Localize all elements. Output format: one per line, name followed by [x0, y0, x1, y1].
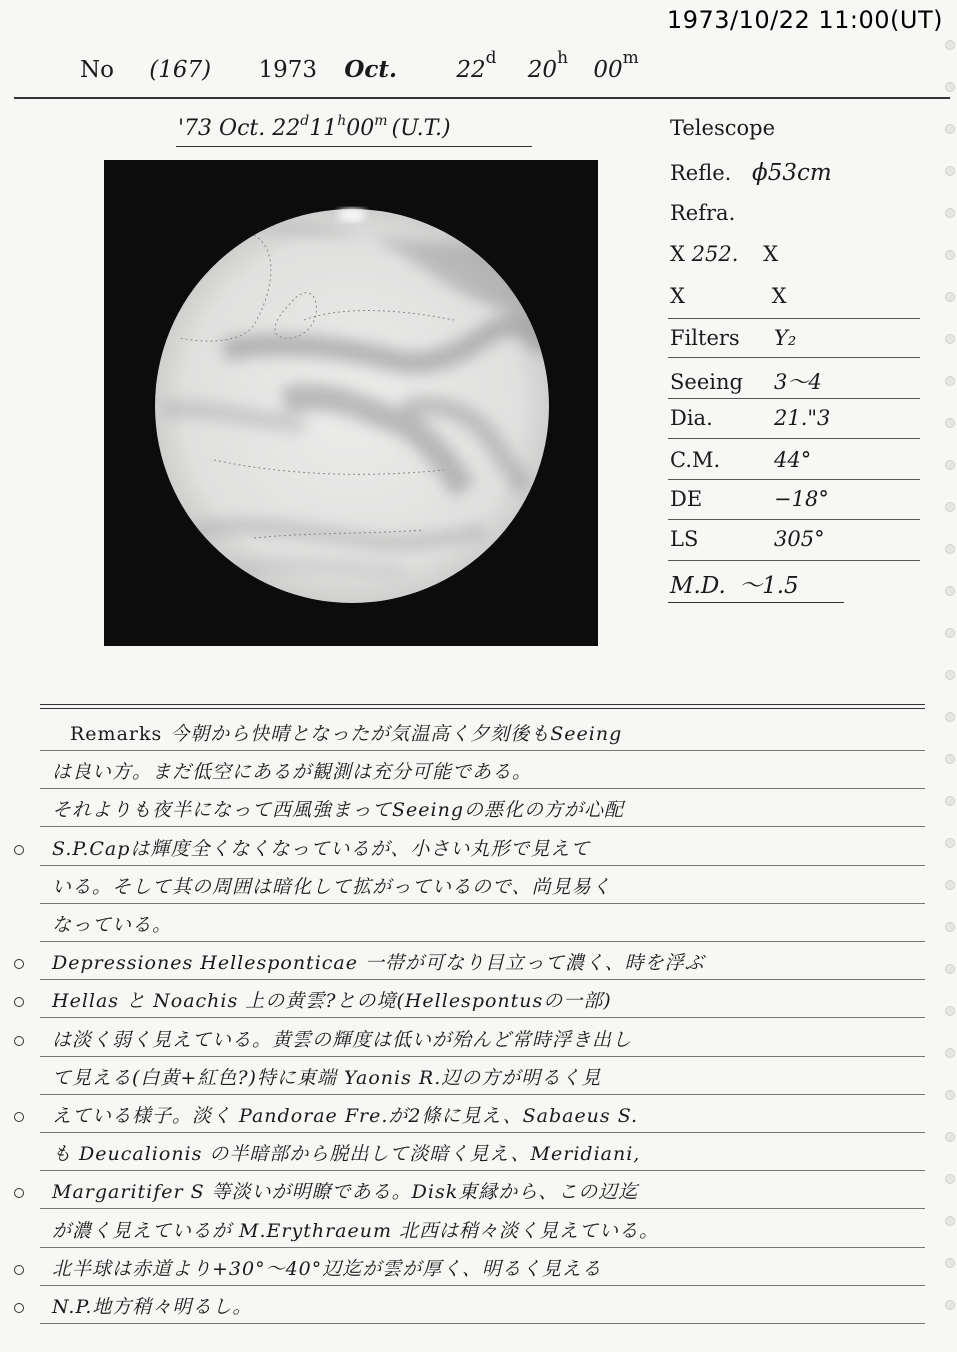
param-label: Seeing — [670, 370, 743, 394]
remark-rule — [40, 1094, 925, 1095]
magnification-row-1 — [670, 242, 778, 266]
param-central-meridian — [670, 448, 811, 472]
remark-rule — [40, 941, 925, 942]
remark-rule — [40, 1132, 925, 1133]
record-month: Oct. — [344, 56, 397, 83]
param-rule-6 — [668, 560, 920, 561]
remark-bullet — [14, 845, 24, 855]
south-polar-cap — [338, 208, 366, 222]
binder-hole — [945, 1006, 955, 1016]
mag1-x2: X — [763, 242, 779, 266]
obs-date: '73 Oct. 22 — [178, 116, 301, 141]
param-value: −18° — [774, 487, 829, 511]
mars-sketch — [104, 160, 598, 646]
record-day: 22 — [456, 57, 486, 83]
obs-minute-unit: m — [374, 113, 388, 129]
remark-rule — [40, 1017, 925, 1018]
binder-hole — [945, 628, 955, 638]
binder-hole — [945, 502, 955, 512]
remark-text: 北半球は赤道より+30°〜40°辺迄が雲が厚く、明るく見える — [52, 1257, 602, 1280]
binder-hole — [945, 754, 955, 764]
binder-hole — [945, 334, 955, 344]
header-rule — [14, 97, 950, 99]
binder-hole — [945, 838, 955, 848]
binder-hole — [945, 712, 955, 722]
remark-line — [52, 1025, 632, 1052]
param-label: M.D. — [670, 573, 726, 599]
remark-text: て見える(白黄+紅色?)特に東端 Yaonis R.辺の方が明るく見 — [52, 1066, 602, 1089]
remark-line — [52, 872, 612, 899]
binder-hole — [945, 208, 955, 218]
remark-text: 今朝から快晴となったが気温高く夕刻後もSeeing — [170, 723, 623, 745]
param-diameter — [670, 406, 830, 430]
remark-bullet — [14, 1265, 24, 1275]
remark-rule — [40, 865, 925, 866]
remark-text: は淡く弱く見えている。黄雲の輝度は低いが殆んど常時浮き出し — [52, 1028, 633, 1051]
remark-line — [52, 1063, 601, 1090]
mag2-x1: X — [670, 284, 685, 308]
binder-hole — [945, 544, 955, 554]
remark-line — [52, 1177, 638, 1204]
binder-hole — [945, 82, 955, 92]
param-seeing — [670, 366, 822, 396]
binder-hole — [945, 880, 955, 890]
binder-hole — [945, 1300, 955, 1310]
binder-hole — [945, 964, 955, 974]
reflector-row — [670, 160, 832, 186]
binder-hole — [945, 1048, 955, 1058]
remark-line — [52, 757, 532, 784]
param-value: 3〜4 — [774, 370, 822, 394]
remark-rule — [40, 1285, 925, 1286]
param-rule-4 — [668, 479, 920, 480]
remark-text: なっている。 — [52, 914, 173, 936]
record-hour: 20 — [527, 57, 558, 83]
remarks-top-rule — [40, 704, 925, 709]
param-value: 〜1.5 — [739, 573, 799, 599]
param-solar-longitude — [670, 527, 825, 551]
mars-disk-drawing — [104, 160, 598, 646]
remark-line — [52, 986, 612, 1013]
remark-line — [52, 1216, 659, 1243]
remark-line — [52, 795, 624, 822]
record-year: 1973 — [258, 57, 318, 83]
param-label: Filters — [670, 326, 740, 350]
remark-text: も Deucalionis の半暗部から脱出して淡暗く見え、Meridiani, — [52, 1143, 641, 1166]
remark-rule — [40, 1323, 925, 1324]
param-label: C.M. — [670, 448, 721, 472]
remark-text: は良い方。まだ低空にあるが観測は充分可能である。 — [52, 761, 533, 784]
binder-hole — [945, 1090, 955, 1100]
obs-hour-unit: h — [337, 113, 347, 129]
record-number: (167) — [149, 57, 212, 83]
param-value: 21."3 — [774, 406, 831, 430]
remark-text: S.P.Capは輝度全くなくなっているが、小さい丸形で見えて — [52, 837, 591, 860]
param-filters — [670, 326, 796, 350]
remark-rule — [40, 1056, 925, 1057]
binder-hole — [945, 292, 955, 302]
binder-hole — [945, 166, 955, 176]
remark-line — [52, 948, 705, 975]
param-label: DE — [670, 487, 703, 511]
remark-text: Margaritifer S 等淡いが明瞭である。Disk東縁から、この辺迄 — [52, 1181, 639, 1204]
remark-line — [52, 910, 172, 937]
binder-hole — [945, 124, 955, 134]
param-rule-0 — [668, 318, 920, 319]
record-header — [80, 48, 639, 83]
binder-hole — [945, 1174, 955, 1184]
remark-text: えている様子。淡く Pandorae Fre.が2條に見え、Sabaeus S. — [52, 1105, 639, 1127]
param-value: 44° — [774, 448, 812, 472]
remark-rule — [40, 1170, 925, 1171]
remark-line — [70, 719, 622, 746]
remark-line — [52, 1101, 638, 1128]
param-rule-2 — [668, 398, 920, 399]
param-declination — [670, 487, 829, 511]
reflector-value: ϕ53cm — [752, 160, 832, 186]
remark-bullet — [14, 1036, 24, 1046]
mag1-value: 252. — [691, 242, 739, 266]
remark-rule — [40, 979, 925, 980]
param-label: LS — [670, 527, 699, 551]
binder-hole — [945, 1216, 955, 1226]
obs-timezone: (U.T.) — [391, 116, 451, 141]
param-rule-5 — [668, 519, 920, 520]
param-rule-3 — [668, 438, 920, 439]
remark-rule — [40, 788, 925, 789]
remark-bullet — [14, 1188, 24, 1198]
remark-text: N.P.地方稍々明るし。 — [52, 1296, 253, 1318]
param-value: 305° — [774, 527, 825, 551]
binder-hole — [945, 460, 955, 470]
remark-text: Hellas と Noachis 上の黄雲?との境(Hellespontusの一部) — [52, 990, 612, 1013]
binder-hole — [945, 670, 955, 680]
remark-rule — [40, 826, 925, 827]
magnification-row-2 — [670, 284, 787, 308]
obs-day-unit: d — [300, 113, 310, 129]
mag1-x1: X — [670, 242, 685, 266]
binder-hole — [945, 586, 955, 596]
minute-unit: m — [622, 48, 639, 68]
remark-line — [52, 834, 590, 861]
md-underline — [668, 602, 844, 603]
remark-bullet — [14, 1112, 24, 1122]
binder-hole — [945, 796, 955, 806]
remark-text: それよりも夜半になって西風強まってSeeingの悪化の方が心配 — [52, 799, 624, 822]
remark-line — [52, 1254, 602, 1281]
hour-unit: h — [557, 48, 569, 68]
binder-hole — [945, 1132, 955, 1142]
record-minute: 00 — [593, 57, 623, 83]
remark-bullet — [14, 959, 24, 969]
remark-rule — [40, 903, 925, 904]
param-value: Y₂ — [774, 326, 797, 350]
observation-time — [178, 113, 451, 141]
remark-rule — [40, 1247, 925, 1248]
binder-hole — [945, 376, 955, 386]
remark-bullet — [14, 997, 24, 1007]
obs-minute: 00 — [346, 116, 375, 141]
param-rule-1 — [668, 357, 920, 358]
remark-text: Depressiones Hellesponticae 一帯が可なり目立って濃く、時を浮ぶ — [52, 952, 705, 975]
binder-hole — [945, 418, 955, 428]
obs-underline — [176, 146, 532, 147]
remark-text: いる。そして其の周囲は暗化して拡がっているので、尚見易く — [52, 875, 612, 898]
binder-hole — [945, 40, 955, 50]
remark-line — [52, 1139, 640, 1166]
number-label: No — [80, 57, 114, 83]
remark-line — [52, 1292, 252, 1319]
date-stamp: 1973/10/22 11:00(UT) — [666, 6, 943, 34]
reflector-label: Refle. — [670, 161, 732, 185]
remark-rule — [40, 1208, 925, 1209]
binder-hole — [945, 922, 955, 932]
remark-text: が濃く見えているが M.Erythraeum 北西は稍々淡く見えている。 — [52, 1219, 660, 1242]
telescope-title: Telescope — [670, 116, 775, 140]
remarks-label: Remarks — [70, 723, 163, 745]
refractor-label: Refra. — [670, 201, 736, 225]
param-md — [670, 567, 799, 600]
binder-hole — [945, 250, 955, 260]
day-unit: d — [485, 48, 497, 68]
obs-hour: 11 — [309, 116, 338, 141]
mag2-x2: X — [771, 284, 787, 308]
param-label: Dia. — [670, 406, 713, 430]
remark-bullet — [14, 1303, 24, 1313]
remark-rule — [40, 750, 925, 751]
binder-holes — [945, 0, 955, 1352]
binder-hole — [945, 1258, 955, 1268]
